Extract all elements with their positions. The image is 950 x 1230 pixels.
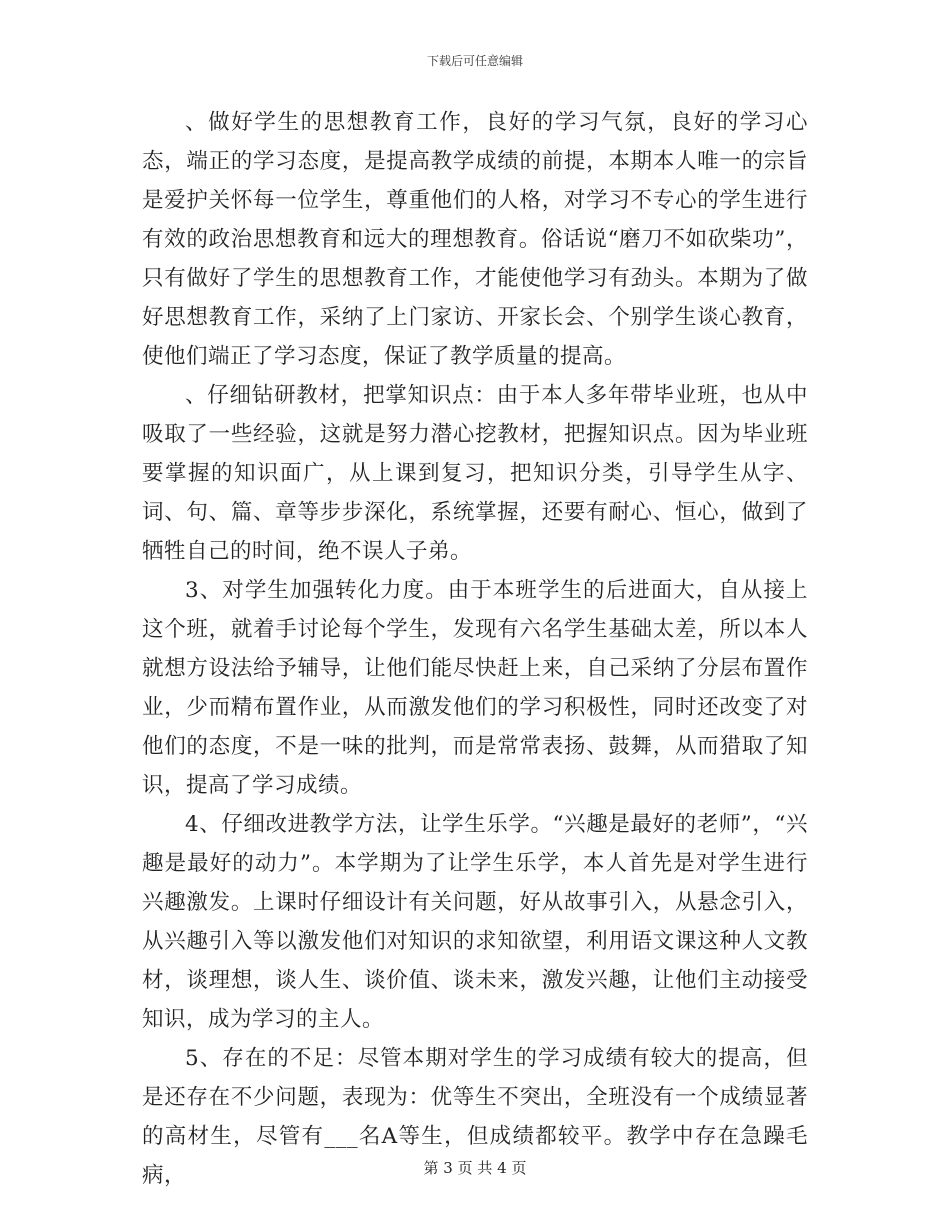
page-header: 下载后可任意编辑	[426, 54, 523, 68]
document-body	[142, 103, 808, 1195]
paragraph-1: 、做好学生的思想教育工作，良好的学习气氛，良好的学习心态，端正的学习态度，是提高教学成绩的前提，本期本人唯一的宗旨是爱护关怀每一位学生，尊重他们的人格，对学习不专心的学生进行有效的政治思想教育和远大的理想教育。俗话说“磨刀不如砍柴功”，只有做好了学生的思想教育工作，才能使他学习有劲头。本期为了做好思想教育工作，采纳了上门家访、开家长会、个别学生谈心教育，使他们端正了学习态度，保证了教学质量的提高。	[142, 110, 808, 369]
page-number: 第 3 页 共 4 页	[423, 1159, 527, 1177]
paragraph-5: 5、存在的不足：尽管本期对学生的学习成绩有较大的提高，但是还存在不少问题，表现为：优等生不突出，全班没有一个成绩显著的高材生，尽管有___名A等生，但成绩都较平。教学中存在急躁毛病，	[142, 1046, 808, 1188]
paragraph-3: 3、对学生加强转化力度。由于本班学生的后进面大，自从接上这个班，就着手讨论每个学生，发现有六名学生基础太差，所以本人就想方设法给予辅导，让他们能尽快赶上来，自己采纳了分层布置作业，少而精布置作业，从而激发他们的学习积极性，同时还改变了对他们的态度，不是一味的批判，而是常常表扬、鼓舞，从而猎取了知识，提高了学习成绩。	[142, 578, 808, 798]
paragraph-2: 、仔细钻研教材，把掌知识点：由于本人多年带毕业班，也从中吸取了一些经验，这就是努力潜心挖教材，把握知识点。因为毕业班要掌握的知识面广，从上课到复习，把知识分类，引导学生从字、词、句、篇、章等步步深化，系统掌握，还要有耐心、恒心，做到了牺牲自己的时间，绝不误人子弟。	[142, 383, 808, 564]
paragraph-4: 4、仔细改进教学方法，让学生乐学。“兴趣是最好的老师”，“兴趣是最好的动力”。本学期为了让学生乐学，本人首先是对学生进行兴趣激发。上课时仔细设计有关问题，好从故事引入，从悬念引入，从兴趣引入等以激发他们对知识的求知欲望，利用语文课这种人文教材，谈理想，谈人生、谈价值、谈未来，激发兴趣，让他们主动接受知识，成为学习的主人。	[142, 812, 808, 1032]
